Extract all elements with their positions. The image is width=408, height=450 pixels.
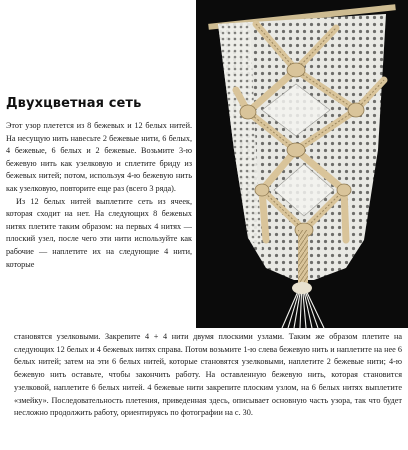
paragraph-3: становятся узелковыми. Закрепите 4 + 4 нити двумя плоскими узлами. Таким же образом плетите на следующих 12 белых и 4 бежевых нитях справа. Потом возьмите 1-ю слева бежевую нить и наплетите на нее 6 белых нитей; затем на эти 6 белых нитей, которые становятся узелковыми, наплетите 2 бежевые нити; 4-ю бежевую нить оставьте, чтобы закончить работу. На оставленную бежевую нить, которая становится узелковой, наплетите 6 белых нитей. 4 бежевые нити закрепите плоским узлом, на 6 белых нитях выплетите «змейку». Последовательность плетения, приведенная здесь, описывает основную часть узора, так что будет несложно продолжить работу, ориентируясь по фотографии на с. 30.	[14, 332, 402, 418]
macrame-lace-photo-icon	[196, 0, 408, 328]
article-title: Двухцветная сеть	[6, 96, 142, 111]
article-full-width-text	[14, 331, 402, 420]
paragraph-2: Из 12 белых нитей выплетите сеть из ячеек, которая сходит на нет. На следующих 8 бежевых нитях плетите таким образом: на первых 4 нитях — плоский узел, после чего эти нити используйте как рабочие — наплетите их на следующие 4 нити, которые	[6, 196, 192, 269]
paragraph-1: Этот узор плетется из 8 бежевых и 12 белых нитей. На несущую нить навесьте 2 бежевые нити, 6 белых, 4 бежевые, 6 белых и 2 бежевые. Возьмите 3-ю бежевую нить как узелковую и сплетите бриду из бежевых нитей; потом, используя 4-ю бежевую нить как узелковую, повторите еще раз (всего 3 ряда).	[6, 121, 192, 193]
article-column-text	[6, 120, 192, 271]
macrame-photo	[196, 0, 408, 328]
